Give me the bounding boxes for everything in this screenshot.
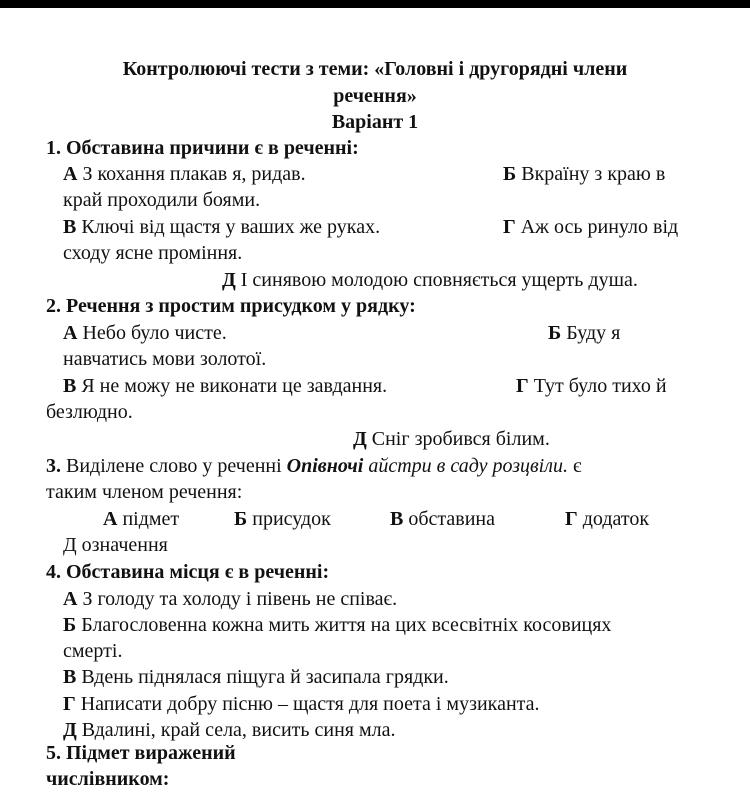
question-1: 1. Обставина причини є в реченні: xyxy=(46,137,359,159)
q2-option-a: А Небо було чисте. xyxy=(63,322,227,344)
q3-option-b: Б присудок xyxy=(234,508,331,530)
q1-option-h-continuation: сходу ясне проміння. xyxy=(63,242,243,264)
title-line-2: речення» xyxy=(333,85,417,107)
variant-heading: Варіант 1 xyxy=(331,111,419,133)
q2-option-b-continuation: навчатись мови золотої. xyxy=(63,348,267,370)
q3-option-a: А підмет xyxy=(103,508,180,530)
q4-option-h: Г Написати добру пісню – щастя для поета і музиканта. xyxy=(63,693,540,715)
question-4: 4. Обставина місця є в реченні: xyxy=(46,561,330,583)
question-3: 3. Виділене слово у реченні Опівночі айстри в саду розцвіли. є xyxy=(46,455,582,477)
q1-option-b: Б Вкраїну з краю в xyxy=(503,163,666,185)
question-5-cut: 5. Підмет виражений числівником: xyxy=(46,742,236,790)
q3-option-h: Г додаток xyxy=(565,508,650,530)
q4-option-v: В Вдень піднялася піщуга й засипала грядки. xyxy=(63,666,449,688)
q2-option-v: В Я не можу не виконати це завдання. xyxy=(63,375,388,397)
q3-option-v: В обставина xyxy=(390,508,495,530)
question-2: 2. Речення з простим присудком у рядку: xyxy=(46,295,416,317)
q1-option-v: В Ключі від щастя у ваших же руках. xyxy=(63,216,381,238)
q1-option-h: Г Аж ось ринуло від xyxy=(503,216,679,238)
q4-option-b-continuation: смерті. xyxy=(63,640,123,662)
q3-option-d: Д означення xyxy=(63,534,168,556)
q1-option-b-continuation: край проходили боями. xyxy=(63,189,261,211)
top-border xyxy=(0,0,750,8)
q2-option-b: Б Буду я xyxy=(548,322,621,344)
q2-option-d: Д Сніг зробився білим. xyxy=(353,428,550,450)
q4-option-a: А З голоду та холоду і півень не співає. xyxy=(63,588,398,610)
title-line-1: Контролюючі тести з теми: «Головні і другорядні члени xyxy=(122,58,628,80)
q2-option-h: Г Тут було тихо й xyxy=(516,375,667,397)
q4-option-b: Б Благословенна кожна мить життя на цих всесвітніх косовицях xyxy=(63,614,612,636)
q1-option-a: А З кохання плакав я, ридав. xyxy=(63,163,306,185)
q1-option-d: Д І синявою молодою сповняється ущерть душа. xyxy=(222,269,638,291)
q4-option-d: Д Вдалині, край села, висить синя мла. xyxy=(63,719,396,741)
q2-option-h-continuation: безлюдно. xyxy=(46,401,133,423)
question-3-continuation: таким членом речення: xyxy=(46,481,243,503)
highlighted-word: Опівночі xyxy=(286,455,364,477)
